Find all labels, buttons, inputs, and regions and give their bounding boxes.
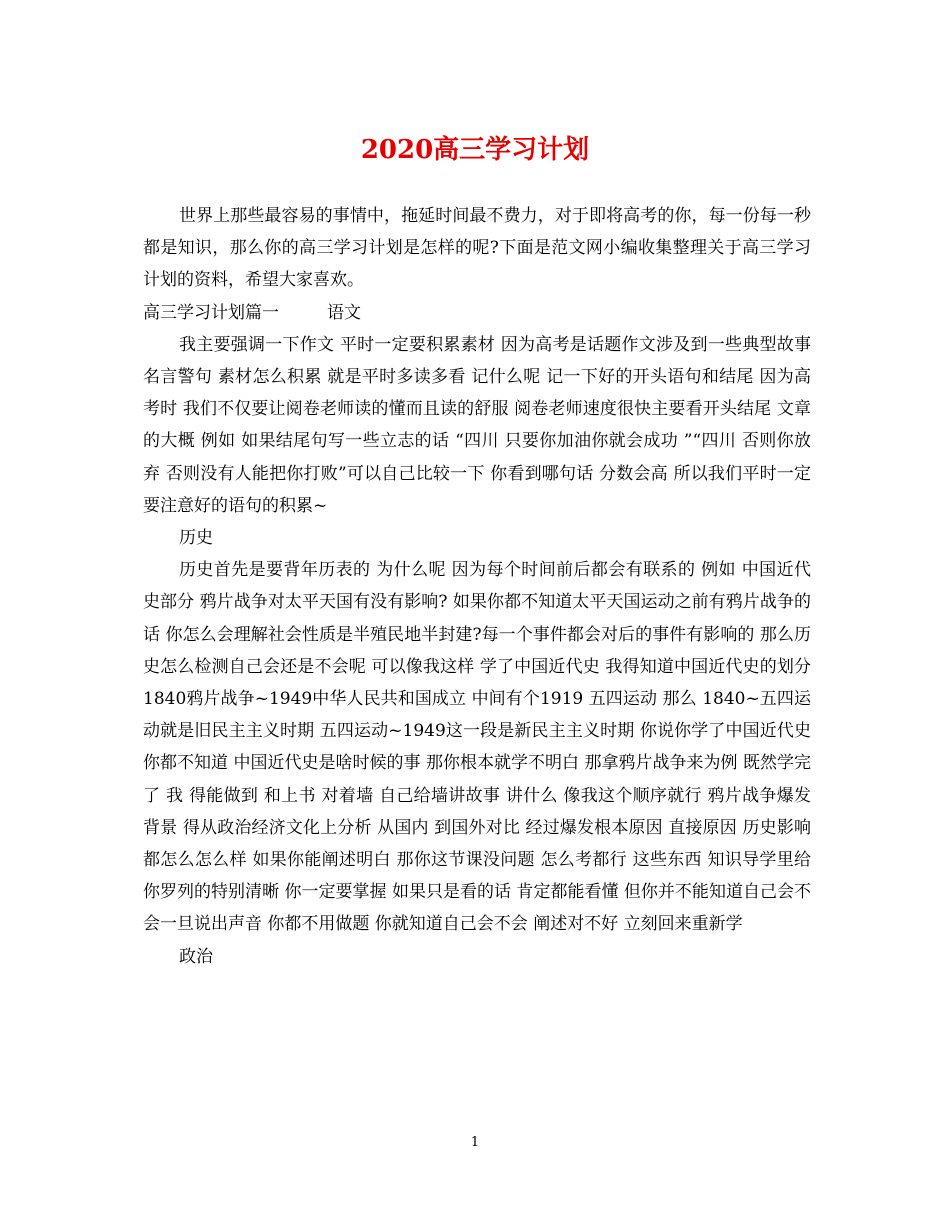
history-paragraph: 历史首先是要背年历表的 为什么呢 因为每个时间前后都会有联系的 例如 中国近代史部分 鸦片战争对太平天国有没有影响? 如果你都不知道太平天国运动之前有鸦片战争的话 你怎么会理解社会性质是半殖民地半封建?每一个事件都会对后的事件有影响的 那么历史怎么检测自己会还是不会呢 可以像我这样 学了中国近代史 我得知道中国近代史的划分 1840鸦片战争~1949中华人民共和国成立 中间有个1919 五四运动 那么 1840~五四运动就是旧民主主义时期 五四运动~1949这一段是新民主主义时期 你说你学了中国近代史 你都不知道 中国近代史是啥时候的事 那你根本就学不明白 那拿鸦片战争来为例 既然学完了 我 得能做到 和上书 对着墙 自己给墙讲故事 讲什么 像我这个顺序就行 鸦片战争爆发背景 得从政治经济文化上分析 从国内 到国外对比 经过爆发根本原因 直接原因 历史影响 都怎么怎么样 如果你能阐述明白 那你这节课没问题 怎么考都行 这些东西 知识导学里给你罗列的特别清晰 你一定要掌握 如果只是看的话 肯定都能看懂 但你并不能知道自己会不会一旦说出声音 你都不用做题 你就知道自己会不会 阐述对不好 立刻回来重新学	[143, 560, 811, 935]
page-title: 2020高三学习计划	[360, 135, 590, 165]
section-heading: 高三学习计划篇一	[143, 302, 279, 323]
subject-politics: 政治	[179, 946, 213, 967]
subject-history: 历史	[179, 528, 213, 549]
page-number: 1	[470, 1135, 480, 1150]
subject-chinese: 语文	[327, 302, 361, 323]
document-body	[143, 200, 811, 973]
chinese-paragraph: 我主要强调一下作文 平时一定要积累素材 因为高考是话题作文涉及到一些典型故事 名言警句 素材怎么积累 就是平时多读多看 记什么呢 记一下好的开头语句和结尾 因为高考时 我们不仅要让阅卷老师读的懂而且读的舒服 阅卷老师速度很快主要看开头结尾 文章的大概 例如 如果结尾句写一些立志的话 “四川 只要你加油你就会成功 ”“四川 否则你放弃 否则没有人能把你打败”可以自己比较一下 你看到哪句话 分数会高 所以我们平时一定要注意好的语句的积累~	[143, 334, 811, 516]
section-heading-line	[143, 297, 811, 329]
intro-paragraph: 世界上那些最容易的事情中，拖延时间最不费力，对于即将高考的你，每一份每一秒都是知识，那么你的高三学习计划是怎样的呢?下面是范文网小编收集整理关于高三学习计划的资料，希望大家喜欢。	[143, 206, 811, 291]
